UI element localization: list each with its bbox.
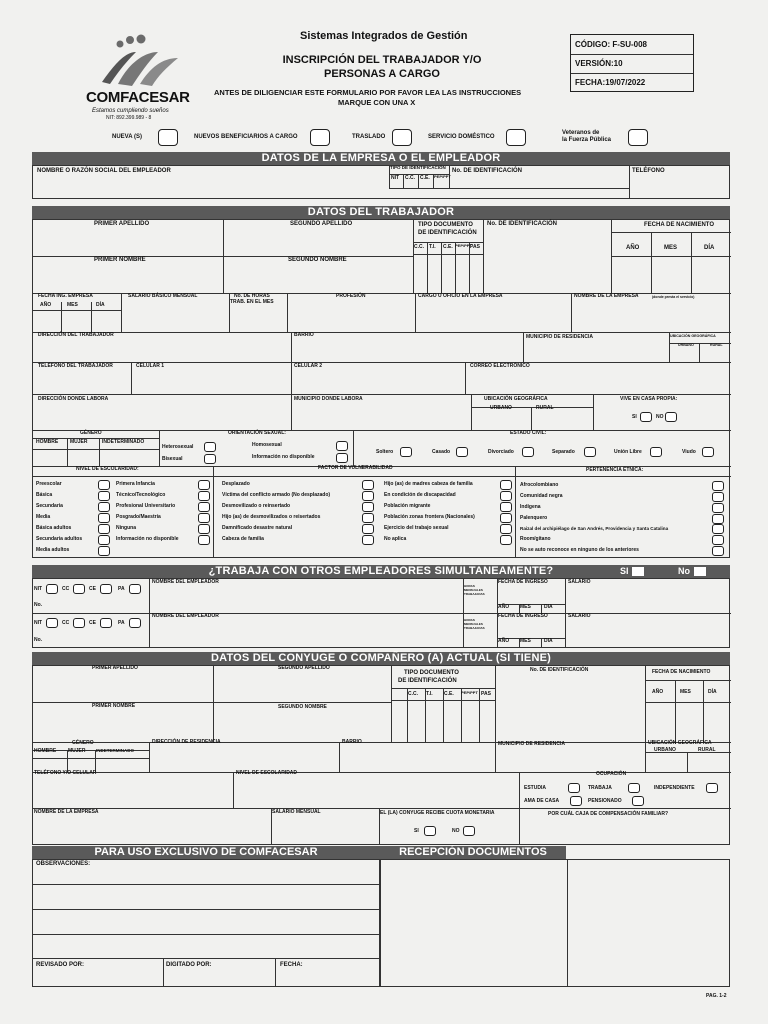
spouse-urban-label: URBANO	[654, 747, 676, 753]
spouse-phone-label: TELÉFONO Y/O CELULAR	[34, 770, 97, 776]
spouse-first-surname-label: PRIMER APELLIDO	[92, 665, 138, 671]
work-hours-label-2: TRAB. EN EL MES	[230, 299, 274, 305]
orientation-hetero: Heterosexual	[162, 444, 194, 450]
section-internal-use-title: PARA USO EXCLUSIVO DE COMFACESAR	[32, 846, 380, 859]
other-employers-yes-checkbox[interactable]	[632, 567, 644, 576]
marital-separated-checkbox[interactable]	[584, 447, 596, 457]
own-home-no-label: NO	[656, 414, 664, 420]
list-item: En condición de discapacidad	[384, 492, 456, 498]
spouse-homemaker-label: AMA DE CASA	[524, 798, 560, 804]
marital-status-label: ESTADO CIVIL:	[510, 430, 547, 436]
ethnicity-checkbox[interactable]	[712, 492, 724, 502]
spouse-second-name-label: SEGUNDO NOMBRE	[278, 704, 327, 710]
worker-doc-pas: PAS	[470, 244, 480, 250]
new-beneficiaries-label: NUEVOS BENEFICIARIOS A CARGO	[194, 134, 298, 140]
spouse-compensation-fund-label: POR CUÁL CAJA DE COMPENSACIÓN FAMILIAR?	[548, 811, 669, 817]
work-geo-label: UBICACIÓN GEOGRÁFICA	[484, 396, 548, 402]
list-item: Raizal del archipiélago de San Andrés, Providencia y Santa Catalina	[520, 526, 669, 531]
other-employer2-nit-label: NIT	[34, 620, 43, 626]
other-employer2-name-label: NOMBRE DEL EMPLEADOR	[152, 613, 219, 619]
other-employer1-cc-label: CC	[62, 586, 70, 592]
spouse-doc-cc: C.C.	[408, 691, 418, 697]
list-item: Posgrado/Maestría	[116, 514, 161, 520]
spouse-subsidy-no-label: NO	[452, 828, 460, 834]
worker-doc-pep: PEP/PPT	[455, 243, 472, 248]
other-employer1-year: AÑO	[498, 604, 510, 610]
work-rural-label: RURAL	[536, 405, 554, 411]
list-item: Desmovilizado o reinsertado	[222, 503, 291, 509]
worker-doc-type-label-1: TIPO DOCUMENTO	[418, 222, 473, 228]
gender-female: MUJER	[70, 439, 88, 445]
other-employer1-nit-label: NIT	[34, 586, 43, 592]
education-checkbox[interactable]	[98, 524, 110, 534]
profession-label: PROFESIÓN	[336, 293, 366, 299]
hire-month-label: MES	[67, 302, 78, 308]
other-employer1-pa-checkbox[interactable]	[129, 584, 141, 594]
spouse-first-name-label: PRIMER NOMBRE	[92, 703, 136, 709]
marital-widowed: Viudo	[682, 449, 696, 455]
work-urban-label: URBANO	[490, 405, 512, 411]
vulnerability-label: FACTOR DE VULNERABILIDAD	[318, 465, 393, 471]
other-employer2-year: AÑO	[498, 638, 510, 644]
ethnicity-checkbox[interactable]	[712, 514, 724, 524]
list-item: Información no disponible	[116, 536, 179, 542]
other-employer2-cc-label: CC	[62, 620, 70, 626]
other-employer1-start-label: FECHA DE INGRESO	[498, 579, 548, 585]
vulnerability-checkbox[interactable]	[500, 513, 512, 523]
form-title-line1: INSCRIPCIÓN DEL TRABAJADOR Y/O	[282, 54, 482, 66]
other-employer2-cc-checkbox[interactable]	[73, 618, 85, 628]
education-checkbox[interactable]	[198, 513, 210, 523]
veterans-checkbox[interactable]	[628, 129, 648, 146]
section-employer-title: DATOS DE LA EMPRESA O EL EMPLEADOR	[32, 152, 730, 165]
worker-first-surname-label: PRIMER APELLIDO	[94, 221, 150, 227]
system-name: Sistemas Integrados de Gestión	[300, 30, 468, 42]
work-municipality-label: MUNICIPIO DONDE LABORA	[294, 396, 363, 402]
vulnerability-checkbox[interactable]	[500, 535, 512, 545]
job-title-label: CARGO U OFICIO EN LA EMPRESA	[418, 293, 503, 299]
other-employer2-ce-label: CE	[89, 620, 96, 626]
vulnerability-checkbox[interactable]	[500, 480, 512, 490]
worker-second-surname-label: SEGUNDO APELLIDO	[290, 221, 353, 227]
spouse-subsidy-no-checkbox[interactable]	[463, 826, 475, 836]
worker-neighborhood-label: BARRIO	[294, 332, 314, 338]
observations-label: OBSERVACIONES:	[36, 861, 91, 867]
spouse-birthdate-label: FECHA DE NACIMIENTO	[652, 669, 711, 675]
education-checkbox[interactable]	[198, 535, 210, 545]
list-item: Comunidad negra	[520, 493, 563, 499]
worker-geo-location-label: UBICACIÓN GEOGRÁFICA	[670, 334, 716, 338]
marital-free-union-checkbox[interactable]	[650, 447, 662, 457]
worker-municipality-label: MUNICIPIO DE RESIDENCIA	[526, 334, 593, 340]
spouse-independent-checkbox[interactable]	[706, 783, 718, 793]
entered-by-label: DIGITADO POR:	[166, 962, 212, 968]
list-item: Hijo (as) de desmovilizados o reisertados	[222, 514, 321, 520]
other-employer1-salary-label: SALARIO	[568, 579, 591, 585]
spouse-gender-male: HOMBRE	[34, 748, 57, 754]
worker-mobile1-label: CELULAR 1	[136, 363, 165, 369]
orientation-hetero-checkbox[interactable]	[204, 442, 216, 452]
section-worker-title: DATOS DEL TRABAJADOR	[32, 206, 730, 219]
spouse-birth-year: AÑO	[652, 689, 664, 695]
vulnerability-checkbox[interactable]	[362, 502, 374, 512]
brand-name: COMFACESAR	[86, 89, 190, 106]
worker-rural-label: RURAL	[710, 343, 723, 347]
other-employer2-start-label: FECHA DE INGRESO	[498, 613, 548, 619]
work-hours-label-1: No. DE HORAS	[234, 293, 270, 299]
list-item: No se auto reconoce en ninguno de los anteriores	[520, 547, 639, 553]
new-label: NUEVA (S)	[112, 134, 142, 140]
gender-undetermined: INDETERMINADO	[102, 439, 145, 445]
other-employer1-pa-label: PA	[118, 586, 125, 592]
list-item: Población zonas frontera (Nacionales)	[384, 514, 475, 520]
worker-doc-cc: C.C.	[414, 244, 424, 250]
education-checkbox[interactable]	[98, 491, 110, 501]
section-documents-received-title: RECEPCIÓN DOCUMENTOS	[380, 846, 566, 859]
list-item: Preescolar	[36, 481, 62, 487]
marital-married-checkbox[interactable]	[456, 447, 468, 457]
list-item: Damnificado desastre natural	[222, 525, 293, 531]
veterans-label-2: la Fuerza Pública	[562, 137, 612, 143]
other-employers-no-label: No	[678, 566, 690, 576]
other-employer1-ce-checkbox[interactable]	[100, 584, 112, 594]
ethnicity-checkbox[interactable]	[712, 535, 724, 545]
spouse-retired-label: PENSIONADO	[588, 798, 622, 804]
list-item: Palenquero	[520, 515, 548, 521]
orientation-unavailable: Información no disponible	[252, 454, 315, 460]
employer-nit-label: NIT	[391, 175, 400, 181]
spouse-retired-checkbox[interactable]	[632, 796, 644, 806]
list-item: Media adultos	[36, 547, 70, 553]
spouse-works-label: TRABAJA	[588, 785, 612, 791]
education-checkbox[interactable]	[198, 491, 210, 501]
other-employer2-month: MES	[520, 638, 531, 644]
other-employer2-pa-checkbox[interactable]	[129, 618, 141, 628]
spouse-studies-label: ESTUDIA	[524, 785, 546, 791]
vulnerability-checkbox[interactable]	[362, 480, 374, 490]
list-item: Ninguna	[116, 525, 136, 531]
company-logo	[96, 34, 186, 89]
education-checkbox[interactable]	[98, 546, 110, 556]
employer-name-label: NOMBRE O RAZÓN SOCIAL DEL EMPLEADOR	[37, 168, 171, 174]
spouse-address-label: DIRECCIÓN DE RESIDENCIA	[152, 739, 221, 745]
spouse-education-label: NIVEL DE ESCOLARIDAD	[236, 770, 298, 776]
worker-doc-ce: C.E.	[443, 244, 453, 250]
education-checkbox[interactable]	[98, 480, 110, 490]
domestic-service-checkbox[interactable]	[506, 129, 526, 146]
worker-first-name-label: PRIMER NOMBRE	[94, 257, 146, 263]
education-checkbox[interactable]	[198, 502, 210, 512]
spouse-doc-pep: PEP/PPT	[461, 690, 478, 695]
marital-single: Soltero	[376, 449, 394, 455]
document-code: CÓDIGO: F-SU-008	[575, 40, 648, 49]
form-title-line2: PERSONAS A CARGO	[324, 68, 440, 80]
reviewed-by-label: REVISADO POR:	[36, 962, 85, 968]
vulnerability-checkbox[interactable]	[500, 502, 512, 512]
document-date: FECHA:19/07/2022	[575, 78, 646, 87]
worker-birth-day: DÍA	[704, 245, 715, 251]
spouse-gender-label: GÉNERO	[72, 740, 94, 746]
vulnerability-checkbox[interactable]	[362, 491, 374, 501]
list-item: Afrocolombiano	[520, 482, 559, 488]
worker-id-number-label: No. DE IDENTIFICACIÓN	[487, 221, 557, 227]
other-employer2-hours-label: HORAS MENSUALES TRABAJADAS	[464, 618, 485, 630]
worker-birth-year: AÑO	[626, 245, 640, 251]
other-employer1-day: DIA	[544, 604, 553, 610]
own-home-label: VIVE EN CASA PROPIA:	[620, 396, 678, 402]
marital-divorced: Divorciado	[488, 449, 514, 455]
documents-received-box	[380, 859, 730, 987]
education-label: NIVEL DE ESCOLARIDAD:	[76, 466, 139, 472]
vulnerability-checkbox[interactable]	[362, 513, 374, 523]
spouse-doc-ce: C.E.	[444, 691, 454, 697]
list-item: Ejercicio del trabajo sexual	[384, 525, 449, 531]
worker-doc-type-label-2: DE IDENTIFICACIÓN	[418, 230, 477, 236]
employer-id-number-label: No. DE IDENTIFICACIÓN	[452, 168, 522, 174]
list-item: Cabeza de familia	[222, 536, 264, 542]
other-employer2-number-label: No.	[34, 637, 43, 643]
company-name-note: (donde presta el servicio)	[652, 295, 695, 299]
other-employers-question: ¿TRABAJA CON OTROS EMPLEADORES SIMULTANEAMENTE?	[208, 565, 554, 577]
spouse-homemaker-checkbox[interactable]	[570, 796, 582, 806]
worker-birthdate-label: FECHA DE NACIMIENTO	[644, 222, 715, 228]
ethnicity-checkbox[interactable]	[712, 481, 724, 491]
gender-label: GÉNERO	[80, 430, 102, 436]
orientation-label: ORIENTACIÓN SEXUAL:	[228, 430, 286, 436]
other-employer1-nit-checkbox[interactable]	[46, 584, 58, 594]
orientation-homo: Homosexual	[252, 442, 282, 448]
marital-single-checkbox[interactable]	[400, 447, 412, 457]
vulnerability-checkbox[interactable]	[362, 535, 374, 545]
orientation-unavailable-checkbox[interactable]	[336, 453, 348, 463]
hire-year-label: AÑO	[40, 302, 52, 308]
education-checkbox[interactable]	[98, 513, 110, 523]
spouse-doc-pas: PAS	[481, 691, 491, 697]
list-item: Room/gitano	[520, 536, 551, 542]
transfer-label: TRASLADO	[352, 134, 386, 140]
other-employers-no-checkbox[interactable]	[694, 567, 706, 576]
transfer-checkbox[interactable]	[392, 129, 412, 146]
spouse-occupation-label: OCUPACIÓN	[596, 771, 627, 777]
employer-pep-label: PEP/PPT	[434, 174, 451, 179]
spouse-doc-type-label-2: DE IDENTIFICACIÓN	[398, 678, 457, 684]
spouse-company-label: NOMBRE DE LA EMPRESA	[34, 809, 99, 815]
brand-nit: NIT: 892.399.989 - 8	[106, 115, 152, 121]
hire-day-label: DÍA	[96, 302, 105, 308]
employer-ce-label: C.E.	[420, 175, 430, 181]
gender-male: HOMBRE	[36, 439, 59, 445]
list-item: Media	[36, 514, 51, 520]
spouse-independent-label: INDEPENDIENTE	[654, 785, 695, 791]
spouse-doc-ti: T.I.	[426, 691, 433, 697]
worker-mobile2-label: CELULAR 2	[294, 363, 323, 369]
section-spouse-title: DATOS DEL CONYUGE O COMPAÑERO (A) ACTUAL (SI TIENE)	[32, 652, 730, 665]
other-employer2-day: DIA	[544, 638, 553, 644]
orientation-bisexual-checkbox[interactable]	[204, 454, 216, 464]
spouse-subsidy-yes-checkbox[interactable]	[424, 826, 436, 836]
ethnicity-checkbox[interactable]	[712, 546, 724, 556]
marital-married: Casado	[432, 449, 451, 455]
education-checkbox[interactable]	[198, 480, 210, 490]
document-version: VERSIÓN:10	[575, 59, 623, 68]
spouse-studies-checkbox[interactable]	[568, 783, 580, 793]
list-item: Básica adultos	[36, 525, 72, 531]
marital-free-union: Unión Libre	[614, 449, 642, 455]
education-checkbox[interactable]	[198, 524, 210, 534]
spouse-section	[32, 665, 730, 845]
ethnicity-label: PERTENENCIA ÉTNICA:	[586, 467, 644, 473]
worker-email-label: CORREO ELECTRÓNICO	[470, 363, 530, 369]
employer-id-type-label: TIPO DE IDENTIFICACIÓN	[390, 165, 446, 170]
ethnicity-checkbox[interactable]	[712, 503, 724, 513]
other-employer2-salary-label: SALARIO	[568, 613, 591, 619]
spouse-second-surname-label: SEGUNDO APELLIDO	[278, 665, 330, 671]
spouse-works-checkbox[interactable]	[628, 783, 640, 793]
other-employer1-name-label: NOMBRE DEL EMPLEADOR	[152, 579, 219, 585]
list-item: Hijo (as) de madres cabeza de familia	[384, 481, 473, 487]
brand-tagline: Estamos cumpliendo sueños	[92, 108, 169, 114]
other-employer1-cc-checkbox[interactable]	[73, 584, 85, 594]
list-item: Primera Infancia	[116, 481, 155, 487]
own-home-yes-checkbox[interactable]	[640, 412, 652, 422]
spouse-geo-label: UBICACIÓN GEOGRÁFICA	[648, 740, 712, 746]
veterans-label-1: Veteranos de	[562, 130, 600, 136]
date-label: FECHA:	[280, 962, 303, 968]
education-checkbox[interactable]	[98, 535, 110, 545]
new-beneficiaries-checkbox[interactable]	[310, 129, 330, 146]
worker-phone-label: TELÉFONO DEL TRABAJADOR	[38, 363, 113, 369]
other-employer1-month: MES	[520, 604, 531, 610]
other-employer2-nit-checkbox[interactable]	[46, 618, 58, 628]
spouse-doc-type-label-1: TIPO DOCUMENTO	[404, 670, 459, 676]
worker-birth-month: MES	[664, 245, 678, 251]
spouse-birth-day: DÍA	[708, 689, 717, 695]
worker-address-label: DIRECCIÓN DEL TRABAJADOR	[38, 332, 114, 338]
other-employers-yes-label: SI	[620, 566, 629, 576]
list-item: Desplazado	[222, 481, 250, 487]
list-item: Básica	[36, 492, 53, 498]
list-item: Indígena	[520, 504, 541, 510]
other-employer2-ce-checkbox[interactable]	[100, 618, 112, 628]
other-employer1-ce-label: CE	[89, 586, 96, 592]
marital-separated: Separado	[552, 449, 575, 455]
vulnerability-checkbox[interactable]	[362, 524, 374, 534]
spouse-municipality-label: MUNICIPIO DE RESIDENCIA	[498, 741, 565, 747]
page-number: PAG. 1-2	[706, 993, 727, 999]
spouse-id-number-label: No. DE IDENTIFICACIÓN	[530, 667, 589, 673]
work-address-label: DIRECCIÓN DONDE LABORA	[38, 396, 109, 402]
document-control-box	[570, 34, 694, 92]
education-checkbox[interactable]	[98, 502, 110, 512]
list-item: Secundaria adultos	[36, 536, 83, 542]
base-salary-label: SALARIO BÁSICO MENSUAL	[128, 293, 198, 299]
instructions-line2: MARQUE CON UNA X	[338, 98, 416, 107]
other-employer1-hours-label: HORAS MENSUALES TRABAJADAS	[464, 584, 485, 596]
spouse-gender-undetermined: INDETERMINADO	[96, 748, 134, 753]
own-home-yes-label: SI	[632, 414, 637, 420]
ethnicity-checkbox[interactable]	[712, 524, 724, 534]
vulnerability-checkbox[interactable]	[500, 524, 512, 534]
spouse-subsidy-label: EL (LA) CONYUGE RECIBE CUOTA MONETARIA	[380, 810, 495, 816]
instructions-line1: ANTES DE DILIGENCIAR ESTE FORMULARIO POR FAVOR LEA LAS INSTRUCCIONES	[214, 88, 522, 97]
orientation-bisexual: Bisexual	[162, 456, 183, 462]
company-name-label: NOMBRE DE LA EMPRESA	[574, 293, 639, 299]
list-item: No aplica	[384, 536, 407, 542]
list-item: Población migrante	[384, 503, 431, 509]
list-item: Técnico/Tecnológico	[116, 492, 166, 498]
other-employer1-number-label: No.	[34, 602, 43, 608]
list-item: Secundaria	[36, 503, 63, 509]
worker-second-name-label: SEGUNDO NOMBRE	[288, 257, 347, 263]
employer-phone-label: TELÉFONO	[632, 168, 665, 174]
spouse-salary-label: SALARIO MENSUAL	[272, 809, 321, 815]
spouse-rural-label: RURAL	[698, 747, 716, 753]
list-item: Víctima del conflicto armado (No desplazado)	[222, 492, 331, 498]
hire-date-label: FECHA ING. EMPRESA	[38, 293, 93, 299]
marital-widowed-checkbox[interactable]	[702, 447, 714, 457]
worker-urban-label: URBANO	[678, 343, 694, 347]
orientation-homo-checkbox[interactable]	[336, 441, 348, 451]
domestic-service-label: SERVICIO DOMÉSTICO	[428, 134, 495, 140]
spouse-neighborhood-label: BARRIO	[342, 739, 362, 745]
marital-divorced-checkbox[interactable]	[522, 447, 534, 457]
spouse-birth-month: MES	[680, 689, 691, 695]
vulnerability-checkbox[interactable]	[500, 491, 512, 501]
new-checkbox[interactable]	[158, 129, 178, 146]
own-home-no-checkbox[interactable]	[665, 412, 677, 422]
list-item: Profesional Universitario	[116, 503, 176, 509]
employer-cc-label: C.C.	[405, 175, 415, 181]
spouse-subsidy-yes-label: SI	[414, 828, 419, 834]
worker-doc-ti: T.I.	[429, 244, 436, 250]
spouse-gender-female: MUJER	[68, 748, 86, 754]
other-employer2-pa-label: PA	[118, 620, 125, 626]
